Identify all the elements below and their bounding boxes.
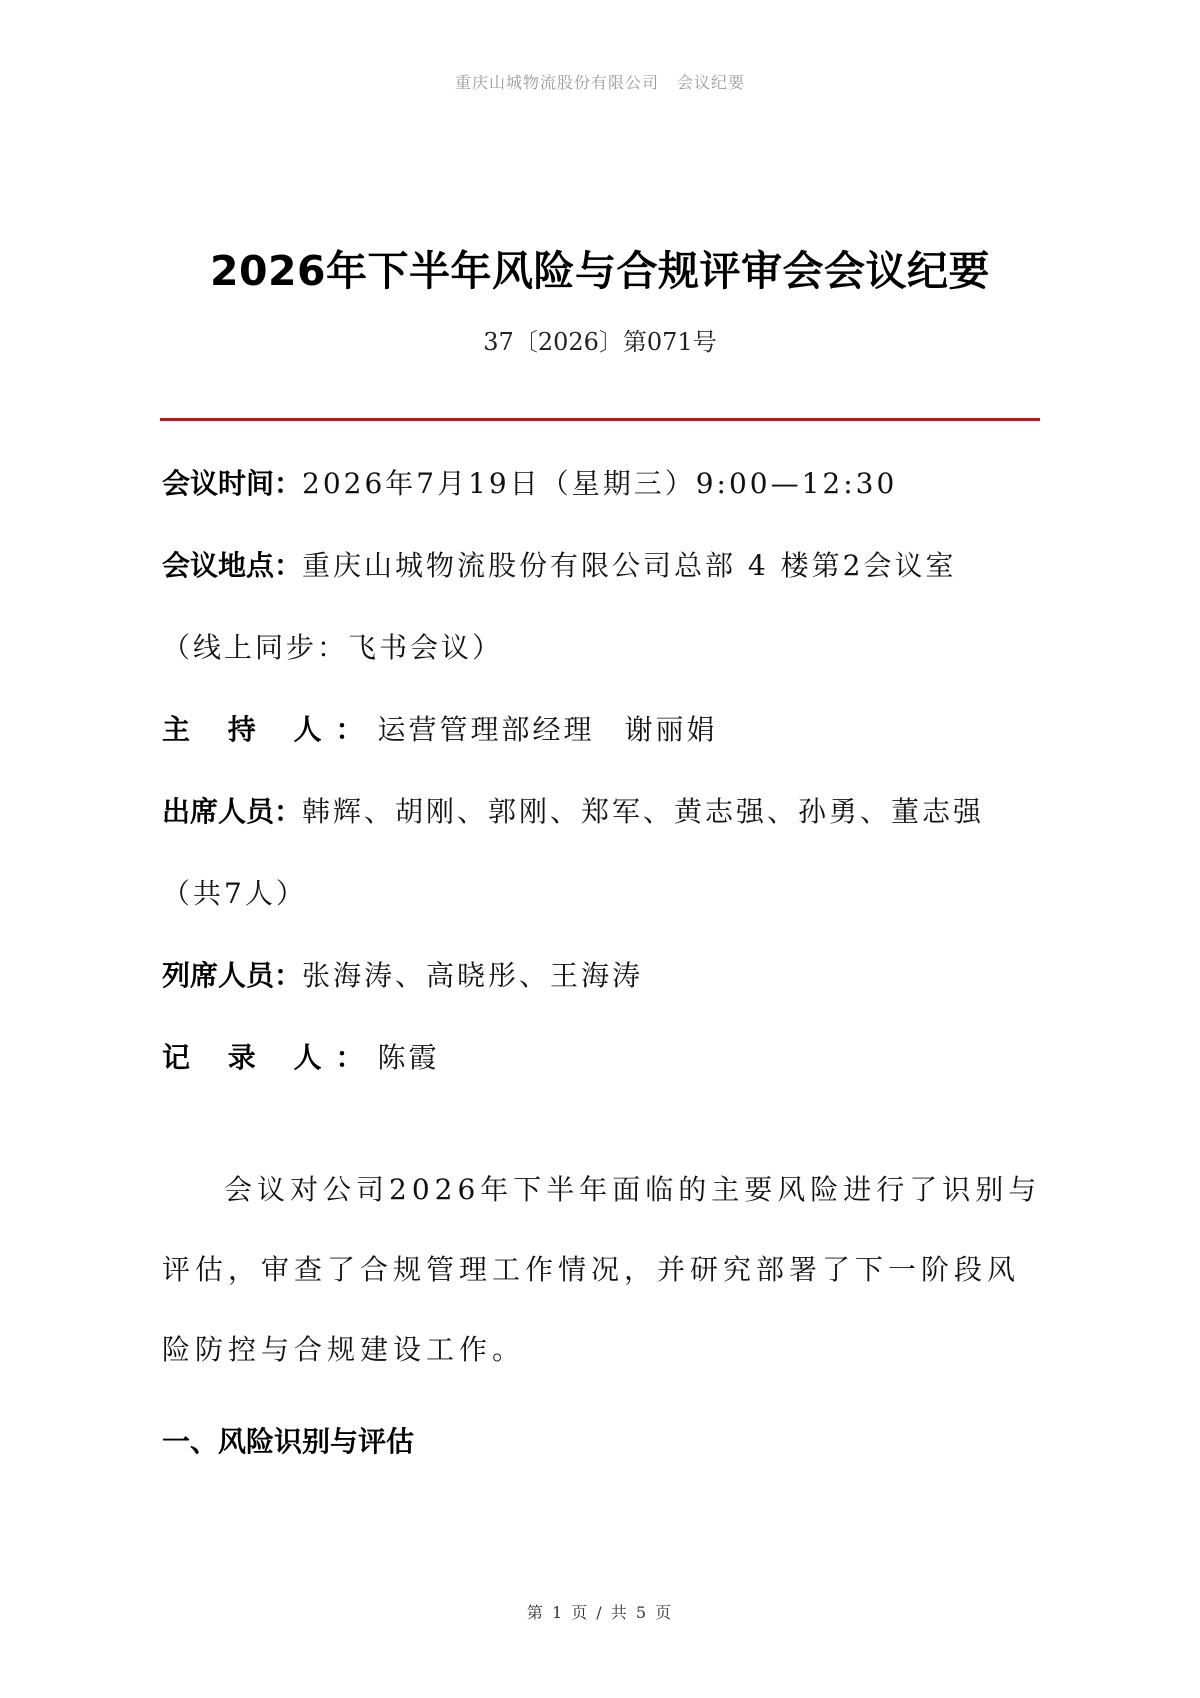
host-label: 主 持 人： — [162, 713, 378, 746]
recorder-label: 记 录 人： — [162, 1041, 378, 1074]
meeting-location-label: 会议地点： — [162, 549, 303, 582]
meeting-time-label: 会议时间： — [162, 467, 303, 500]
header-company: 重庆山城物流股份有限公司 — [454, 73, 659, 92]
meeting-location-row — [162, 525, 1042, 607]
meeting-location-value: 重庆山城物流股份有限公司总部 4 楼第2会议室 — [302, 549, 957, 582]
attendees-label: 出席人员： — [162, 795, 303, 828]
observers-value: 张海涛、高晓彤、王海涛 — [302, 959, 644, 992]
meeting-info — [162, 443, 1042, 1099]
page-footer: 第 1 页 / 共 5 页 — [526, 1603, 674, 1622]
recorder-row — [162, 1017, 1042, 1099]
running-header — [0, 70, 1200, 93]
recorder-value: 陈霞 — [377, 1041, 440, 1074]
meeting-location-continuation: （线上同步：飞书会议） — [162, 631, 504, 664]
host-name: 谢丽娟 — [624, 713, 718, 746]
host-row — [162, 689, 1042, 771]
document-title: 2026年下半年风险与合规评审会会议纪要 — [209, 247, 991, 295]
meeting-time-value: 2026年7月19日（星期三）9:00—12:30 — [302, 467, 898, 500]
attendees-row — [162, 771, 1042, 853]
document-number: 37〔2026〕第071号 — [483, 328, 717, 356]
observers-label: 列席人员： — [162, 959, 303, 992]
attendees-value: 韩辉、胡刚、郭刚、郑军、黄志强、孙勇、董志强 — [302, 795, 985, 828]
red-divider — [160, 418, 1040, 421]
section-heading: 一、风险识别与评估 — [162, 1425, 415, 1458]
header-doc-type: 会议纪要 — [677, 73, 746, 92]
observers-row — [162, 935, 1042, 1017]
attendees-continuation: （共7人） — [162, 877, 307, 910]
summary-paragraph: 会议对公司2026年下半年面临的主要风险进行了识别与评估，审查了合规管理工作情况，并研究部署了下一阶段风险防控与合规建设工作。 — [162, 1173, 1042, 1366]
host-role: 运营管理部经理 — [377, 713, 595, 746]
meeting-time-row — [162, 443, 1042, 525]
